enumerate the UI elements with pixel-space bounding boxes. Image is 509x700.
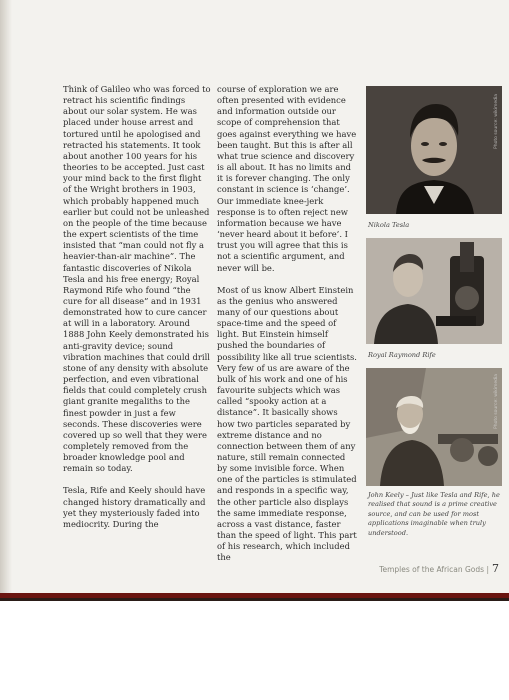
keely-photo (366, 368, 502, 486)
footer-title: Temples of the African Gods (379, 565, 485, 574)
text-column-1 (63, 84, 211, 541)
tesla-photo (366, 86, 502, 214)
scan-background (0, 593, 509, 700)
footer-separator: | (486, 565, 489, 574)
column-1-paragraph-1: Think of Galileo who was forced to retract his scientific findings about our solar system. He was placed under house arrest and tortured until he apologised and retracted his statements. It took about another 100 years for his theories to be accepted. Just cast your mind back to the first flight of the Wright brothers in 1903, which probably happened much earlier but could not be unleashed on the people of the time because the expert scientists of the time insisted that “man could not fly a heavier-than-air machine”. The fantastic discoveries of Nikola Tesla and his free energy; Royal Raymond Rife who found “the cure for all disease” and in 1931 demonstrated how to cure cancer at will in a laboratory. Around 1888 John Keely demonstrated his anti-gravity device; sound vibration machines that could drill stone of any density with absolute perfection, and even vibrational fields that could completely crush giant granite megaliths to the finest powder in just a few seconds. These discoveries were covered up so well that they were completely removed from the broader knowledge pool and remain so today. (63, 84, 211, 474)
page-footer (379, 562, 499, 575)
column-2-paragraph-1: course of exploration we are often presented with evidence and information outside our scope of comprehension that goes against everything we have been taught. But this is after all what true science and discovery is all about. It has no limits and it is forever changing. The only constant in science is ‘change’. Our immediate knee-jerk response is to often reject new information because we have ‘never heard about it before’. I trust you will agree that this is not a scientific argument, and never will be. (217, 84, 357, 273)
page-number: 7 (492, 562, 499, 575)
keely-caption: John Keely – Just like Tesla and Rife, he realised that sound is a prime creative source, and can be used for most applications imaginable when truly understood. (368, 491, 500, 537)
page-gutter-shadow (0, 0, 12, 593)
rife-photo (366, 238, 502, 344)
column-1-paragraph-2: Tesla, Rife and Keely should have changed history dramatically and yet they mysteriously faded into mediocrity. During the (63, 485, 206, 529)
keely-photo-credit: Photo source: wikimedia (494, 374, 499, 429)
page-edge-shadow (0, 598, 509, 601)
tesla-caption: Nikola Tesla (368, 221, 410, 229)
column-2-paragraph-2: Most of us know Albert Einstein as the genius who answered many of our questions about space-time and the speed of light. But Einstein himself pushed the boundaries of possibility like all true scientists. Very few of us are aware of the bulk of his work and one of his favourite subjects which was called “spooky action at a distance”. It basically shows how two particles separated by extreme distance and no connection between them of any nature, still remain connected by some invisible force. When one of the particles is stimulated and responds in a specific way, the other particle also displays the same immediate response, across a vast distance, faster than the speed of light. This part of his research, which included the (217, 284, 357, 563)
tesla-photo-credit: Photo source: wikimedia (494, 94, 499, 149)
text-column-2 (217, 84, 357, 575)
rife-caption: Royal Raymond Rife (368, 351, 436, 359)
